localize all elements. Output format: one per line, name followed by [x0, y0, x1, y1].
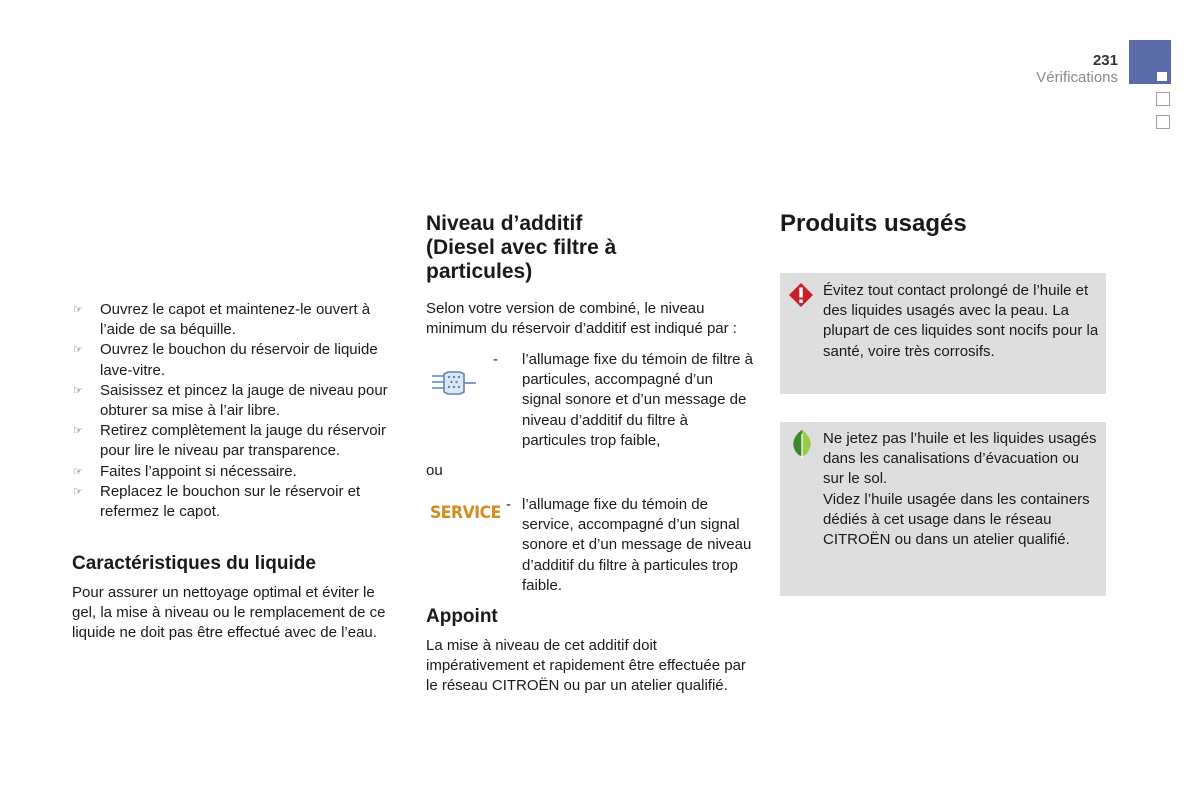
list-item: ☞ Ouvrez le capot et maintenez-le ouvert à l’aide de sa béquille. [73, 301, 371, 339]
page-number: 231 [1092, 52, 1118, 69]
list-item: ☞ Retirez complètement la jauge du réservoir pour lire le niveau par transparence. [73, 422, 386, 460]
particle-filter-icon [430, 368, 478, 403]
used-products-title: Produits usagés [780, 210, 967, 237]
hand-pointer-icon: ☞ [73, 344, 83, 357]
warning-icon [788, 282, 814, 313]
leaf-icon [789, 429, 815, 464]
liquid-characteristics-heading: Caractéristiques du liquide [72, 553, 316, 574]
hand-pointer-icon: ☞ [73, 425, 83, 438]
hand-pointer-icon: ☞ [73, 485, 83, 498]
indicator-item-service: - l’allumage fixe du témoin de service, accompagné d’un signal sonore et d’un message de niveau d’additif du filtre à particules trop faible. [506, 496, 752, 594]
appoint-heading: Appoint [426, 606, 498, 627]
section-title: Vérifications [1036, 69, 1118, 86]
list-item: ☞ Faites l’appoint si nécessaire. [72, 462, 402, 482]
steps-list [72, 300, 402, 522]
hand-pointer-icon: ☞ [73, 384, 83, 397]
environment-box [780, 422, 1106, 596]
environment-text: Ne jetez pas l’huile et les liquides usagés dans les canalisations d’évacuation ou sur le sol. Videz l’huile usagée dans les containers dédiés à cet usage dans le réseau CITROËN ou dans un atelier qualifié. [823, 430, 1097, 549]
warning-text: Évitez tout contact prolongé de l’huile et des liquides usagés avec la peau. La plupart de ces liquides sont nocifs pour la santé, voire très corrosifs. [823, 282, 1099, 360]
warning-box [780, 273, 1106, 394]
liquid-characteristics-text: Pour assurer un nettoyage optimal et éviter le gel, la mise à niveau ou le remplacement de ce liquide ne doit pas être effectué avec de l’eau. [72, 584, 386, 642]
list-item: ☞ Replacez le bouchon sur le réservoir et refermez le capot. [73, 482, 361, 521]
chapter-tab-box [1156, 92, 1170, 106]
or-text: ou [426, 462, 443, 479]
hand-pointer-icon: ☞ [73, 465, 83, 478]
list-item: ☞ Saisissez et pincez la jauge de niveau pour obturer sa mise à l’air libre. [73, 381, 388, 420]
chapter-tab-box [1156, 115, 1170, 129]
additive-title: Niveau d’additif (Diesel avec filtre à particules) [426, 212, 617, 283]
chapter-tab-marker [1157, 72, 1167, 81]
service-icon: SERVICE [430, 503, 501, 523]
list-item: ☞ Ouvrez le bouchon du réservoir de liquide lave-vitre. [73, 341, 378, 379]
indicator-item-filter: - l’allumage fixe du témoin de filtre à particules, accompagné d’un signal sonore et d’un message de niveau d’additif du filtre à particules trop faible, [493, 351, 753, 449]
additive-intro: Selon votre version de combiné, le niveau minimum du réservoir d’additif est indiqué par : [426, 300, 737, 338]
appoint-text: La mise à niveau de cet additif doit impérativement et rapidement être effectuée par le réseau CITROËN ou par un atelier qualifié. [426, 637, 746, 695]
hand-pointer-icon: ☞ [73, 304, 83, 316]
